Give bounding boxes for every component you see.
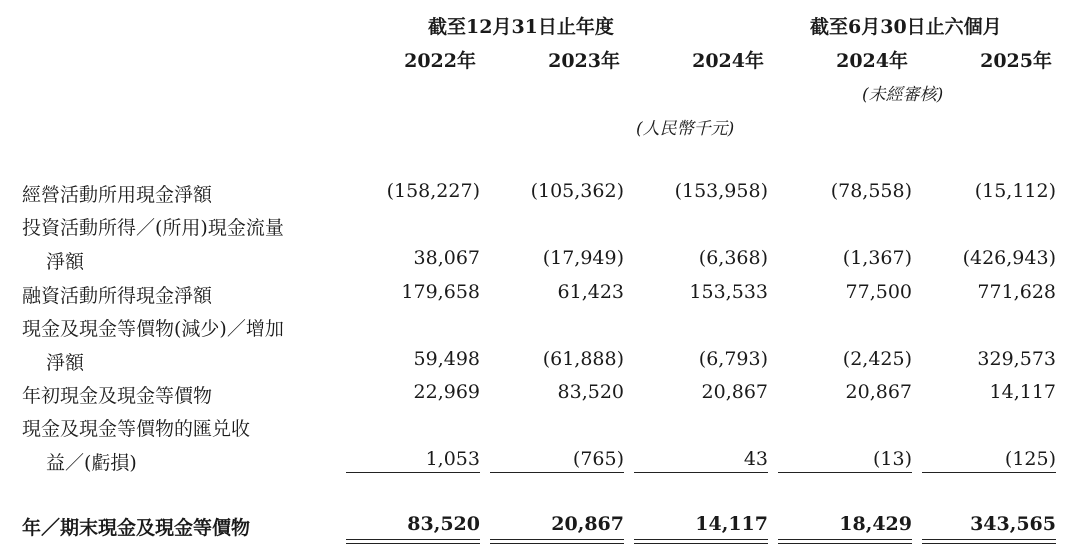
cell-value: 59,498 — [413, 348, 480, 370]
cell-value: 38,067 — [413, 247, 480, 269]
subtotal-rule — [634, 472, 768, 473]
cell-value: (6,793) — [698, 348, 768, 370]
row-label: 融資活動所得現金淨額 — [22, 285, 213, 307]
cell-value: (13) — [872, 448, 912, 470]
cell-value: (17,949) — [542, 247, 624, 269]
cell-value: 20,867 — [845, 381, 912, 403]
subtotal-rule — [346, 472, 480, 473]
total-double-rule — [634, 539, 768, 544]
cell-value: (15,112) — [974, 180, 1056, 202]
total-double-rule — [778, 539, 912, 544]
year-header: 2023年 — [548, 50, 620, 72]
total-double-rule — [490, 539, 624, 544]
row-label: 現金及現金等價物的匯兑收 — [22, 418, 251, 440]
cell-value: (105,362) — [530, 180, 624, 202]
subtotal-rule — [778, 472, 912, 473]
cell-value: 61,423 — [557, 281, 624, 303]
total-value: 14,117 — [695, 513, 768, 535]
cell-value: 14,117 — [989, 381, 1056, 403]
header-group-year-ended: 截至12月31日止年度 — [428, 16, 614, 38]
subtotal-rule — [922, 472, 1056, 473]
cell-value: (765) — [572, 448, 624, 470]
row-label-continuation: 益／(虧損) — [46, 452, 137, 474]
cell-value: 1,053 — [425, 448, 480, 470]
cell-value: 83,520 — [557, 381, 624, 403]
cell-value: 329,573 — [977, 348, 1056, 370]
cell-value: (78,558) — [830, 180, 912, 202]
row-label: 投資活動所得／(所用)現金流量 — [22, 217, 284, 239]
total-value: 83,520 — [407, 513, 480, 535]
cell-value: 77,500 — [845, 281, 912, 303]
cell-value: (2,425) — [842, 348, 912, 370]
row-label: 現金及現金等價物(減少)／增加 — [22, 318, 284, 340]
cell-value: (6,368) — [698, 247, 768, 269]
cell-value: (426,943) — [962, 247, 1056, 269]
cell-value: 179,658 — [401, 281, 480, 303]
total-double-rule — [346, 539, 480, 544]
row-label-continuation: 淨額 — [46, 352, 85, 374]
cell-value: (158,227) — [386, 180, 480, 202]
row-label: 年初現金及現金等價物 — [22, 385, 213, 407]
total-value: 18,429 — [839, 513, 912, 535]
cell-value: 22,969 — [413, 381, 480, 403]
cell-value: 153,533 — [689, 281, 768, 303]
total-value: 343,565 — [970, 513, 1056, 535]
currency-unit-note: (人民幣千元) — [636, 119, 735, 139]
year-header: 2024年 — [836, 50, 908, 72]
cell-value: 43 — [743, 448, 768, 470]
cell-value: (1,367) — [842, 247, 912, 269]
cell-value: (61,888) — [542, 348, 624, 370]
row-label: 經營活動所用現金淨額 — [22, 184, 213, 206]
subtotal-rule — [490, 472, 624, 473]
total-value: 20,867 — [551, 513, 624, 535]
cell-value: 771,628 — [977, 281, 1056, 303]
unaudited-note: (未經審核) — [862, 85, 944, 105]
header-group-six-months: 截至6月30日止六個月 — [810, 16, 1002, 38]
year-header: 2025年 — [980, 50, 1052, 72]
year-header: 2024年 — [692, 50, 764, 72]
cell-value: (125) — [1004, 448, 1056, 470]
total-row-label: 年／期末現金及現金等價物 — [22, 517, 251, 539]
row-label-continuation: 淨額 — [46, 251, 85, 273]
cell-value: (153,958) — [674, 180, 768, 202]
year-header: 2022年 — [404, 50, 476, 72]
cell-value: 20,867 — [701, 381, 768, 403]
total-double-rule — [922, 539, 1056, 544]
